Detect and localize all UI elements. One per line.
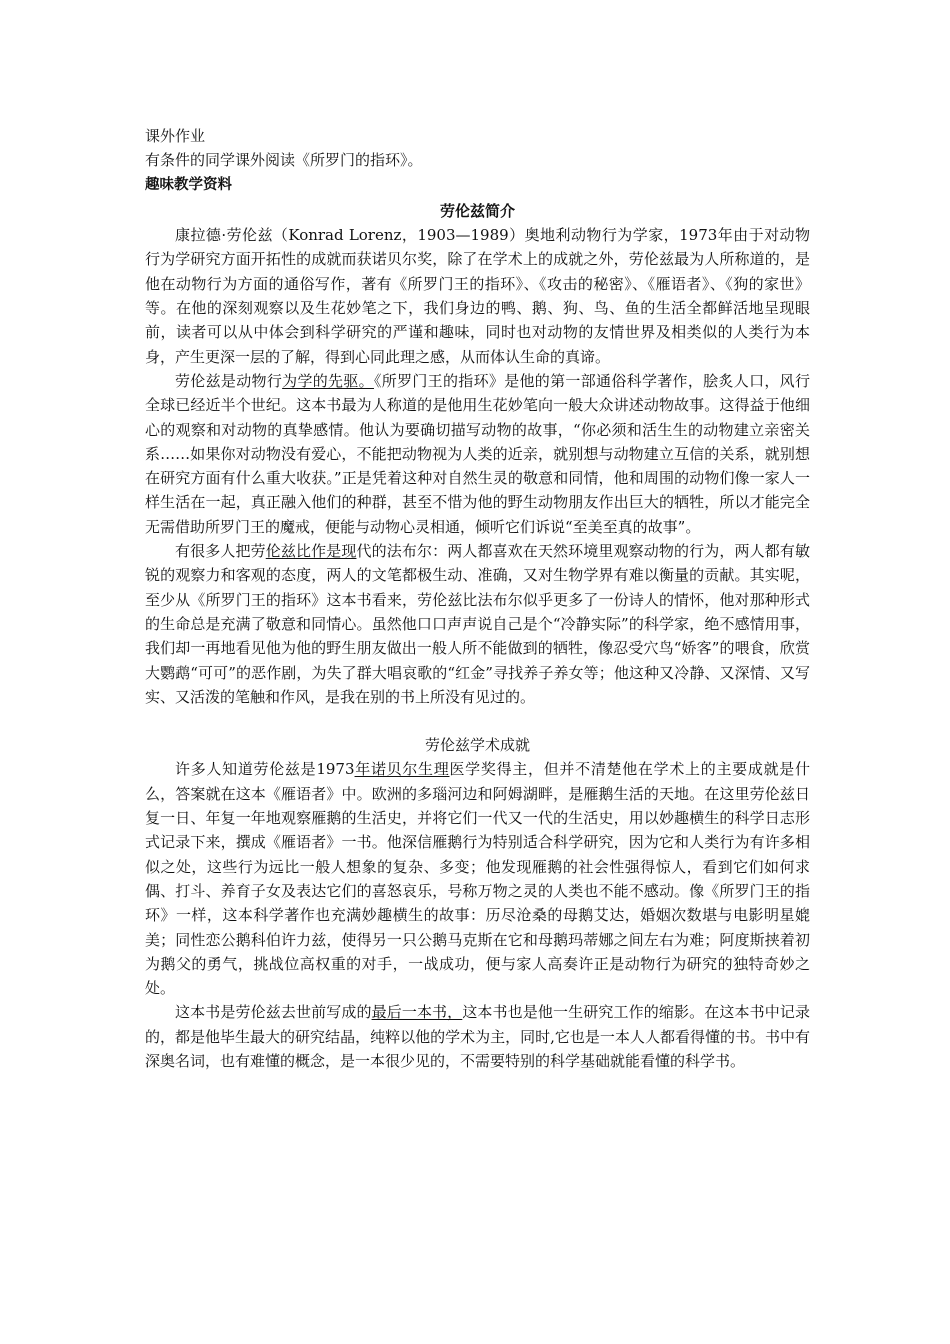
homework-heading: 课外作业	[145, 127, 206, 145]
section1-paragraph-2: 劳伦兹是动物行为学的先驱。《所罗门王的指环》是他的第一部通俗科学著作，脍炙人口，风行全球已经近半个世纪。这本书最为人称道的是他用生花妙笔向一般大众讲述动物故事。这得益于他细心的观察和对动物的真挚感情。他认为要确切描写动物的故事，“你必须和活生生的动物建立亲密关系……如果你对动物没有爱心，不能把动物视为人类的近亲，就别想与动物建立互信的关系，就别想在研究方面有什么重大收获。”正是凭着这种对自然生灵的敬意和同情，他和周围的动物们像一家人一样生活在一起，真正融入他们的种群，甚至不惜为他的野生动物朋友作出巨大的牺牲，所以才能完全无需借助所罗门王的魔戒，便能与动物心灵相通，倾听它们诉说“至美至真的故事”。	[145, 371, 810, 536]
section1-title: 劳伦兹简介	[439, 201, 515, 220]
underlined-text: 年诺贝尔生理	[354, 760, 450, 779]
underlined-text: 伦兹比作是现	[265, 542, 357, 561]
section2-paragraph-2: 这本书是劳伦兹去世前写成的最后一本书，这本书也是他一生研究工作的缩影。在这本书中记录的，都是他毕生最大的研究结晶，纯粹以他的学术为主，同时,它也是一本人人都看得懂的书。书中有深奥名词，也有难懂的概念，是一本很少见的，不需要特别的科学基础就能看懂的科学书。	[145, 1003, 810, 1070]
section-gap	[145, 709, 810, 733]
section1-paragraph-3: 有很多人把劳伦兹比作是现代的法布尔：两人都喜欢在天然环境里观察动物的行为，两人都有敏锐的观察力和客观的态度，两人的文笔都极生动、准确，又对生物学界有难以衡量的贡献。其实呢，至少从《所罗门王的指环》这本书看来，劳伦兹比法布尔似乎更多了一份诗人的情怀，他对那种形式的生命总是充满了敬意和同情心。虽然他口口声声说自己是个“冷静实际”的科学家，绝不感情用事，我们却一再地看见他为他的野生朋友做出一般人所不能做到的牺牲，像忍受穴鸟“娇客”的喂食，欣赏大鹦鹉“可可”的恶作剧，为失了群大唱哀歌的“红金”寻找养子养女等；他这种又冷静、又深情、又写实、又活泼的笔触和作风，是我在别的书上所没有见过的。	[145, 542, 810, 706]
section2-title: 劳伦兹学术成就	[424, 736, 530, 755]
section1-paragraph-1: 康拉德·劳伦兹（Konrad Lorenz，1903—1989）奥地利动物行为学家，1973年由于对动物行为学研究方面开拓性的成就而获诺贝尔奖，除了在学术上的成就之外，劳伦兹最为人所称道的，是他在动物行为方面的通俗写作，著有《所罗门王的指环》、《攻击的秘密》、《雁语者》、《狗的家世》等。在他的深刻观察以及生花妙笔之下，我们身边的鸭、鹅、狗、鸟、鱼的生活全都鲜活地呈现眼前，读者可以从中体会到科学研究的严谨和趣味，同时也对动物的友情世界及相类似的人类行为本身，产生更深一层的了解，得到心同此理之感，从而体认生命的真谛。	[145, 226, 810, 366]
underlined-text: 为学的先驱。	[282, 371, 374, 390]
homework-line: 有条件的同学课外阅读《所罗门的指环》。	[145, 151, 423, 170]
document-page	[145, 124, 810, 1073]
materials-heading: 趣味教学资料	[145, 176, 232, 193]
underlined-text: 最后一本书，	[371, 1003, 463, 1022]
section2-paragraph-1: 许多人知道劳伦兹是1973年诺贝尔生理医学奖得主，但并不清楚他在学术上的主要成就是什么，答案就在这本《雁语者》中。欧洲的多瑙河边和阿姆湖畔，是雁鹅生活的天地。在这里劳伦兹日复一日、年复一年地观察雁鹅的生活史，并将它们一代又一代的生活史，用以妙趣横生的科学日志形式记录下来，撰成《雁语者》一书。他深信雁鹅行为特别适合科学研究，因为它和人类行为有许多相似之处，这些行为远比一般人想象的复杂、多变；他发现雁鹅的社会性强得惊人，看到它们如何求偶、打斗、养育子女及表达它们的喜怒哀乐，号称万物之灵的人类也不能不感动。像《所罗门王的指环》一样，这本科学著作也充满妙趣横生的故事：历尽沧桑的母鹅艾达，婚姻次数堪与电影明星媲美；同性恋公鹅科伯许力兹，使得另一只公鹅马克斯在它和母鹅玛蒂娜之间左右为难；阿度斯挟着初为鹅父的勇气，挑战位高权重的对手，一战成功，便与家人高奏许正是动物行为研究的独特奇妙之处。	[145, 760, 810, 998]
